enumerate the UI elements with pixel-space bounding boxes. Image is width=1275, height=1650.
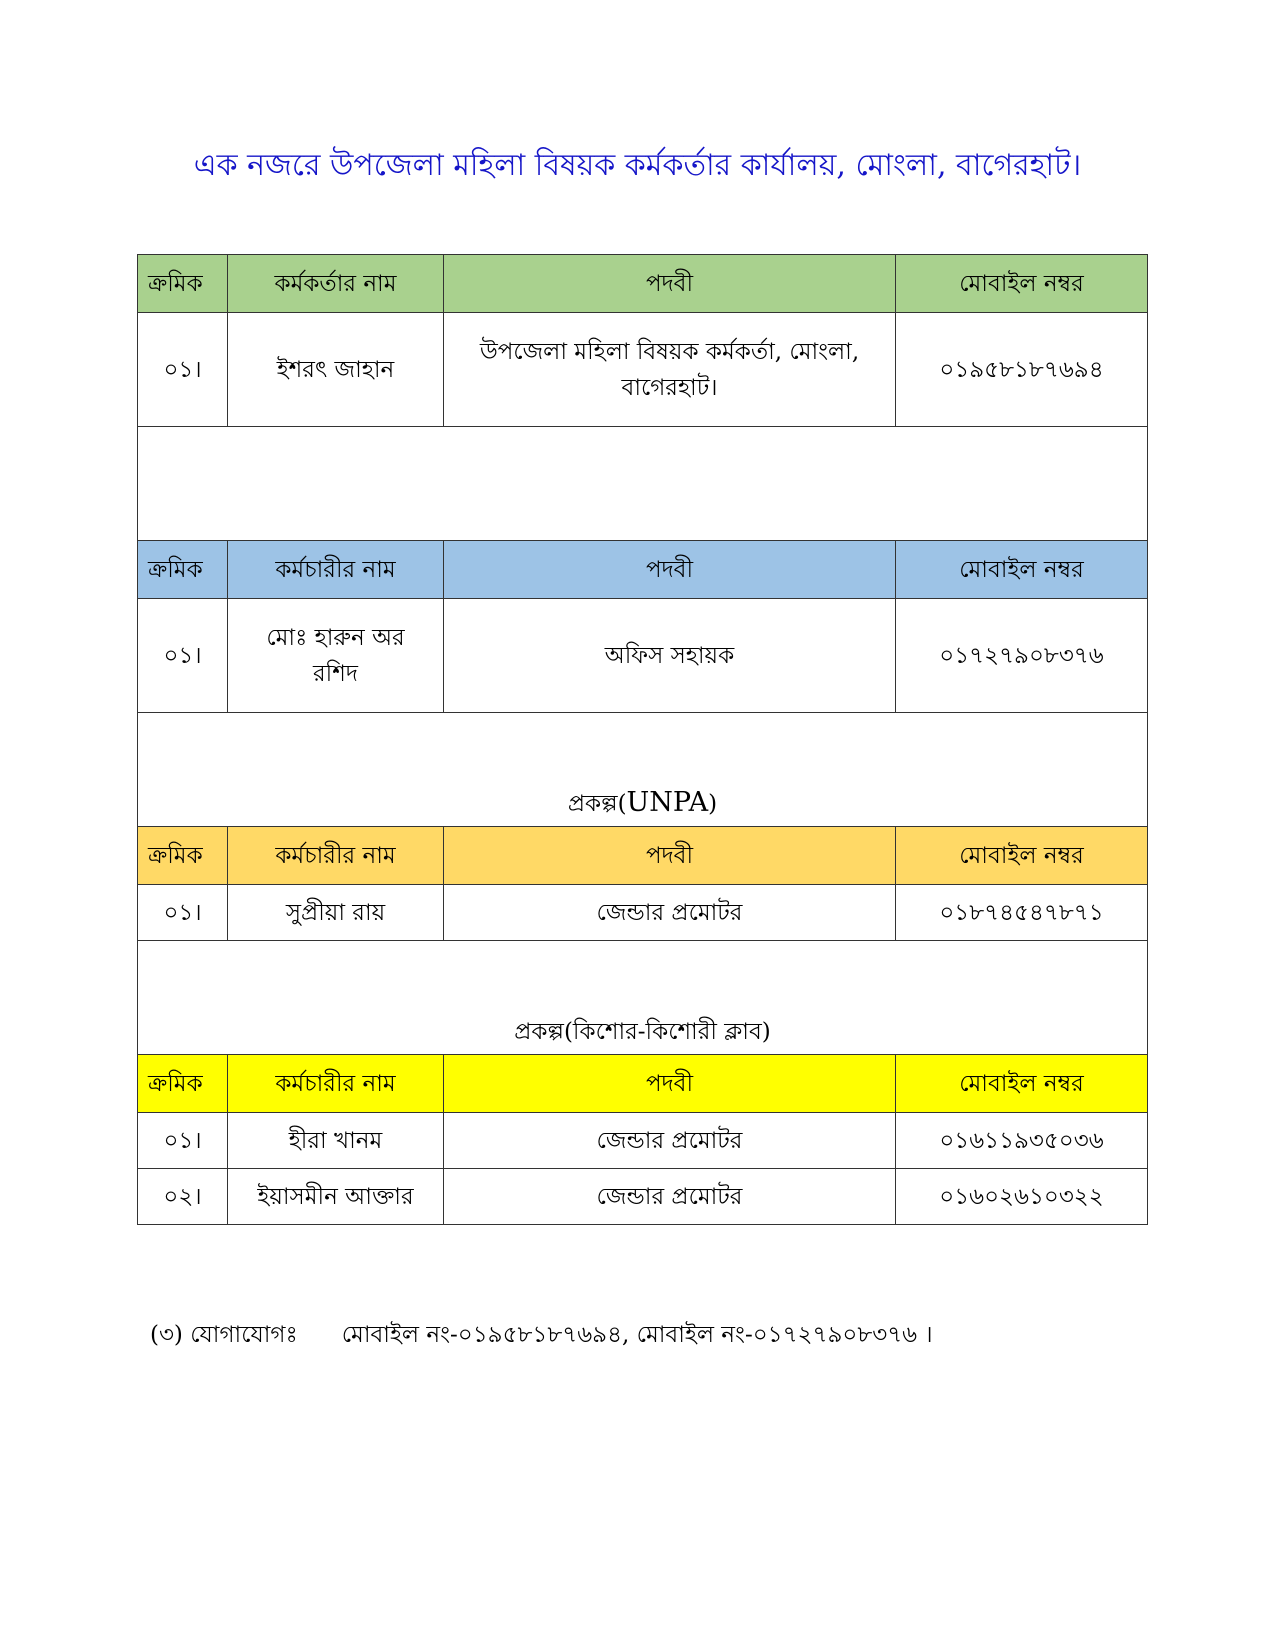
col-serial-header: ক্রমিক: [138, 827, 228, 885]
col-serial-header: ক্রমিক: [138, 255, 228, 313]
table-row: [138, 599, 1148, 713]
name-cell: ইয়াসমীন আক্তার: [228, 1169, 444, 1225]
unpa-section-title: [138, 713, 1148, 827]
serial-cell: ০১।: [138, 885, 228, 941]
office-staff-table: [137, 254, 1148, 1225]
col-designation-header: পদবী: [444, 255, 896, 313]
club-section-title: প্রকল্প(কিশোর-কিশোরী ক্লাব): [138, 941, 1148, 1055]
contact-label: (৩) যোগাযোগঃ: [150, 1322, 298, 1348]
mobile-cell: ০১৬১১৯৩৫০৩৬: [896, 1113, 1148, 1169]
contact-numbers: মোবাইল নং-০১৯৫৮১৮৭৬৯৪, মোবাইল নং-০১৭২৭৯০৮৩৭৬ ।: [341, 1322, 933, 1348]
mobile-cell: ০১৯৫৮১৮৭৬৯৪: [896, 313, 1148, 427]
section-title-suffix: ): [708, 791, 718, 817]
col-name-header: কর্মচারীর নাম: [228, 541, 444, 599]
col-mobile-header: মোবাইল নম্বর: [896, 255, 1148, 313]
col-name-header: কর্মকর্তার নাম: [228, 255, 444, 313]
name-line-2: রশিদ: [313, 660, 358, 687]
serial-cell: ০২।: [138, 1169, 228, 1225]
section-title-prefix: প্রকল্প(: [567, 791, 627, 817]
col-serial-header: ক্রমিক: [138, 541, 228, 599]
col-serial-header: ক্রমিক: [138, 1055, 228, 1113]
section-title-latin: UNPA: [626, 787, 709, 818]
page-title: এক নজরে উপজেলা মহিলা বিষয়ক কর্মকর্তার কার্যালয়, মোংলা, বাগেরহাট।: [193, 148, 1082, 183]
col-name-header: কর্মচারীর নাম: [228, 1055, 444, 1113]
table-row: [138, 1169, 1148, 1225]
name-cell: [228, 599, 444, 713]
table-row: [138, 1113, 1148, 1169]
serial-cell: ০১।: [138, 1113, 228, 1169]
designation-cell: [444, 313, 896, 427]
unpa-header-row: [138, 827, 1148, 885]
spacer-row: [138, 427, 1148, 541]
col-designation-header: পদবী: [444, 827, 896, 885]
name-cell: ইশরৎ জাহান: [228, 313, 444, 427]
name-cell: হীরা খানম: [228, 1113, 444, 1169]
col-mobile-header: মোবাইল নম্বর: [896, 827, 1148, 885]
spacer-cell: [138, 427, 1148, 541]
col-designation-header: পদবী: [444, 541, 896, 599]
club-section-row: [138, 941, 1148, 1055]
designation-cell: জেন্ডার প্রমোটর: [444, 1113, 896, 1169]
col-mobile-header: মোবাইল নম্বর: [896, 1055, 1148, 1113]
staff-header-row: [138, 541, 1148, 599]
unpa-section-row: [138, 713, 1148, 827]
designation-cell: জেন্ডার প্রমোটর: [444, 1169, 896, 1225]
contact-line: [150, 1318, 933, 1352]
mobile-cell: ০১৬০২৬১০৩২২: [896, 1169, 1148, 1225]
designation-line-1: উপজেলা মহিলা বিষয়ক কর্মকর্তা, মোংলা,: [479, 338, 860, 365]
club-header-row: [138, 1055, 1148, 1113]
col-designation-header: পদবী: [444, 1055, 896, 1113]
mobile-cell: ০১৮৭৪৫৪৭৮৭১: [896, 885, 1148, 941]
table-row: [138, 313, 1148, 427]
designation-cell: জেন্ডার প্রমোটর: [444, 885, 896, 941]
name-line-1: মোঃ হারুন অর: [266, 624, 405, 651]
serial-cell: ০১।: [138, 313, 228, 427]
officer-header-row: [138, 255, 1148, 313]
name-cell: সুপ্রীয়া রায়: [228, 885, 444, 941]
serial-cell: ০১।: [138, 599, 228, 713]
designation-line-2: বাগেরহাট।: [621, 374, 718, 401]
designation-cell: অফিস সহায়ক: [444, 599, 896, 713]
col-name-header: কর্মচারীর নাম: [228, 827, 444, 885]
col-mobile-header: মোবাইল নম্বর: [896, 541, 1148, 599]
table-row: [138, 885, 1148, 941]
mobile-cell: ০১৭২৭৯০৮৩৭৬: [896, 599, 1148, 713]
